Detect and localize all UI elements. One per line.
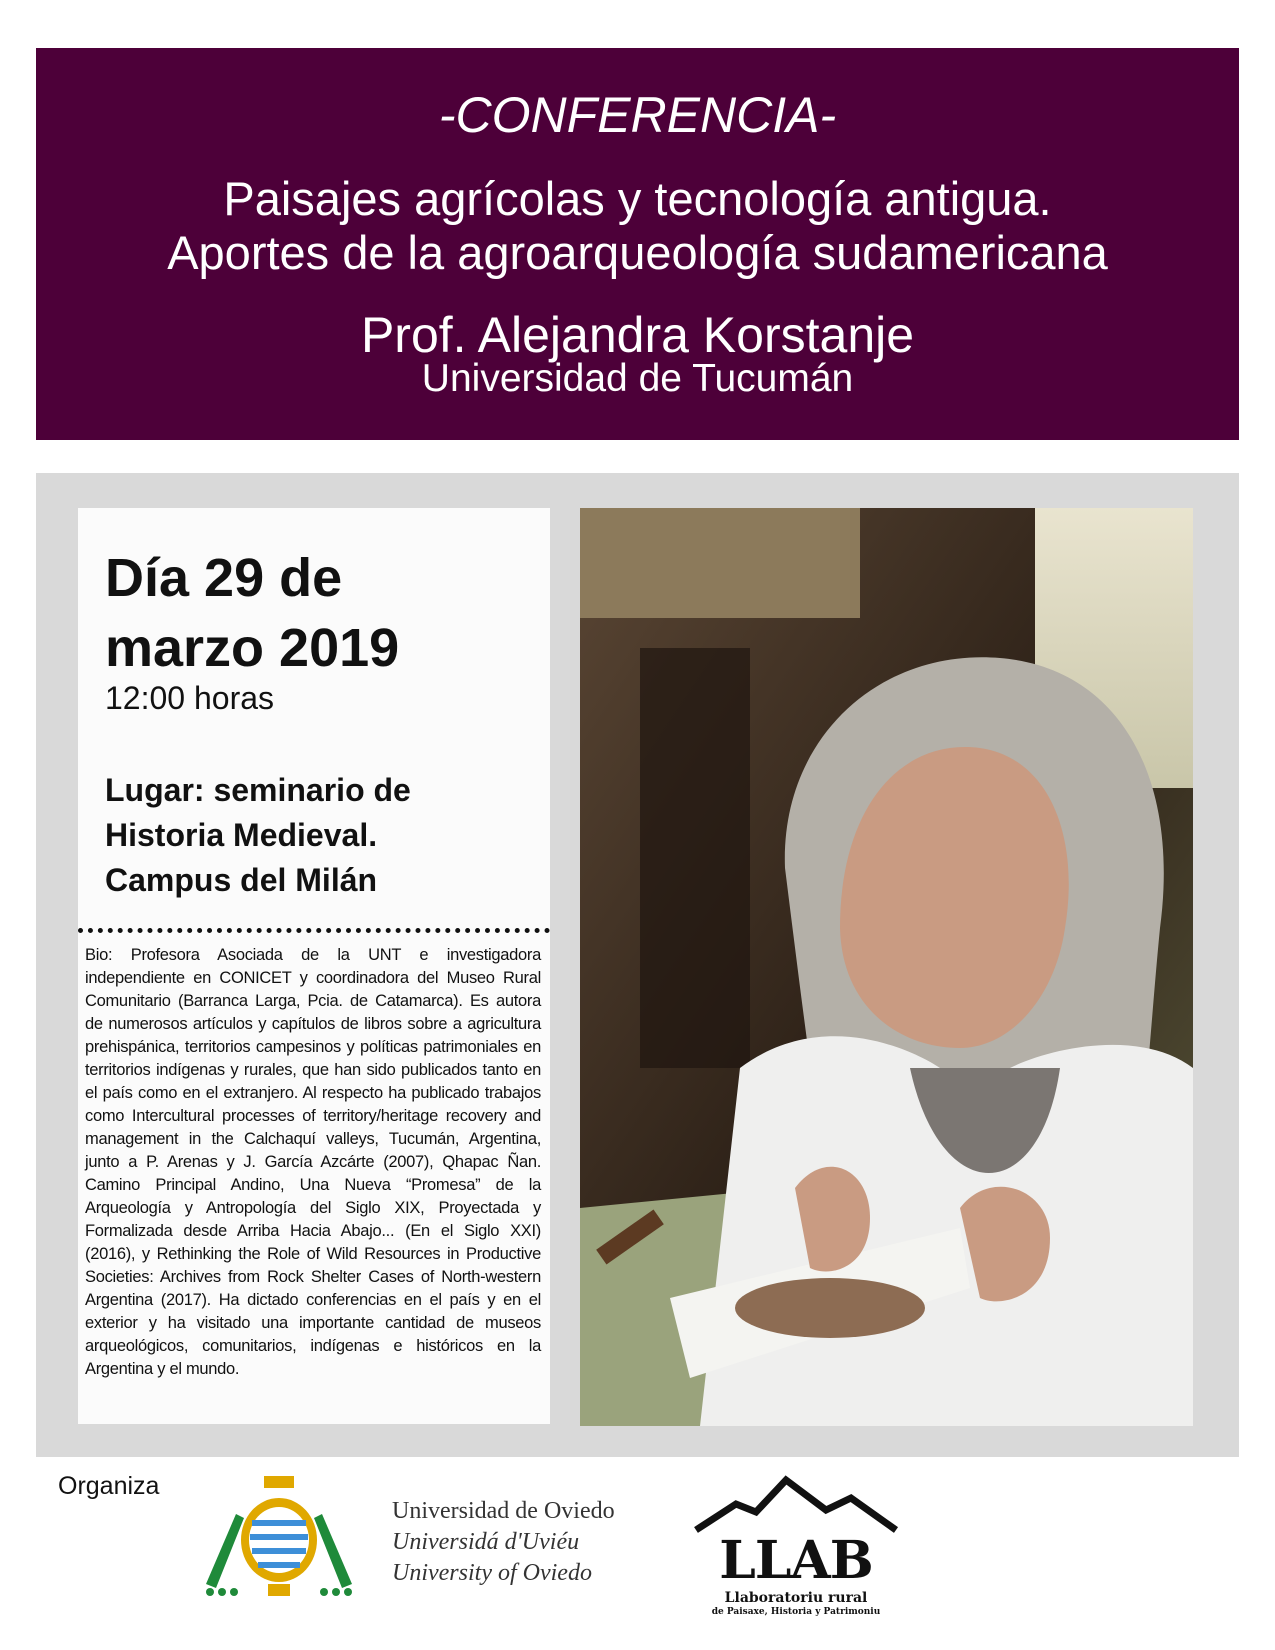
event-kicker: -CONFERENCIA-: [438, 87, 837, 143]
university-name-spanish: Universidad de Oviedo: [392, 1498, 615, 1524]
event-info-card: [78, 508, 550, 1424]
event-date: [105, 543, 545, 683]
speaker-bio: Bio: Profesora Asociada de la UNT e investigadora independiente en CONICET y coordinadora del Museo Rural Comunitario (Barranca Larga, Pcia. de Catamarca). Es autora de numerosos artículos y capítulos de libros sobre a agricultura prehispánica, territorios campesinos y políticas patrimoniales en territorios indígenas y rurales, que han sido publicados tanto en el país como en el extranjero. Al respecto ha publicado trabajos como Intercultural processes of territory/heritage recovery and management in the Calchaquí valleys, Tucumán, Argentina, junto a P. Arenas y J. García Azcárte (2007), Qhapac Ñan. Camino Principal Andino, Una Nueva “Promesa” de la Arqueología y Antropología del Siglo XIX, Proyectada y Formalizada desde Arriba Hacia Abajo... (En el Siglo XXI) (2016), y Rethinking the Role of Wild Resources in Productive Societies: Archives from Rock Shelter Cases of North-western Argentina (2017). Ha dictado conferencias en el país y en el exterior y ha visitado una importante cantidad de museos arqueológicos, comunitarios, indígenas e históricos en la Argentina y el mundo.: [85, 946, 541, 1378]
llab-subtitle: Llaboratoriu rural: [724, 1590, 868, 1606]
organizer-label: Organiza: [58, 1472, 160, 1500]
speaker-photo-illustration: [580, 508, 1193, 1426]
event-venue-line-2: Historia Medieval.: [105, 817, 378, 853]
event-venue-line-1: Lugar: seminario de: [105, 772, 411, 808]
llab-logo: [686, 1474, 906, 1624]
speaker-name: Prof. Alejandra Korstanje: [360, 307, 915, 363]
talk-title: [36, 172, 1239, 280]
speaker-photo: [580, 508, 1193, 1426]
event-venue: [105, 768, 545, 903]
dotted-divider: [78, 928, 550, 933]
llab-wordmark: LLAB: [719, 1530, 873, 1591]
mountain-icon: [686, 1474, 906, 1534]
event-date-line-2: marzo 2019: [105, 618, 400, 678]
event-date-line-1: Día 29 de: [105, 548, 343, 608]
university-name-english: University of Oviedo: [392, 1560, 592, 1586]
talk-title-line-1: Paisajes agrícolas y tecnología antigua.: [223, 172, 1052, 225]
event-venue-line-3: Campus del Milán: [105, 862, 378, 898]
university-name: [392, 1496, 615, 1589]
header-banner: [36, 48, 1239, 440]
event-time: 12:00 horas: [105, 680, 275, 716]
university-crest-logo: [196, 1474, 362, 1600]
speaker-affiliation: Universidad de Tucumán: [421, 357, 854, 400]
university-name-asturian: Universidá d'Uviéu: [392, 1529, 580, 1555]
talk-title-line-2: Aportes de la agroarqueología sudamericana: [167, 226, 1108, 279]
llab-tagline: de Paisaxe, Historia y Patrimoniu: [711, 1607, 881, 1617]
